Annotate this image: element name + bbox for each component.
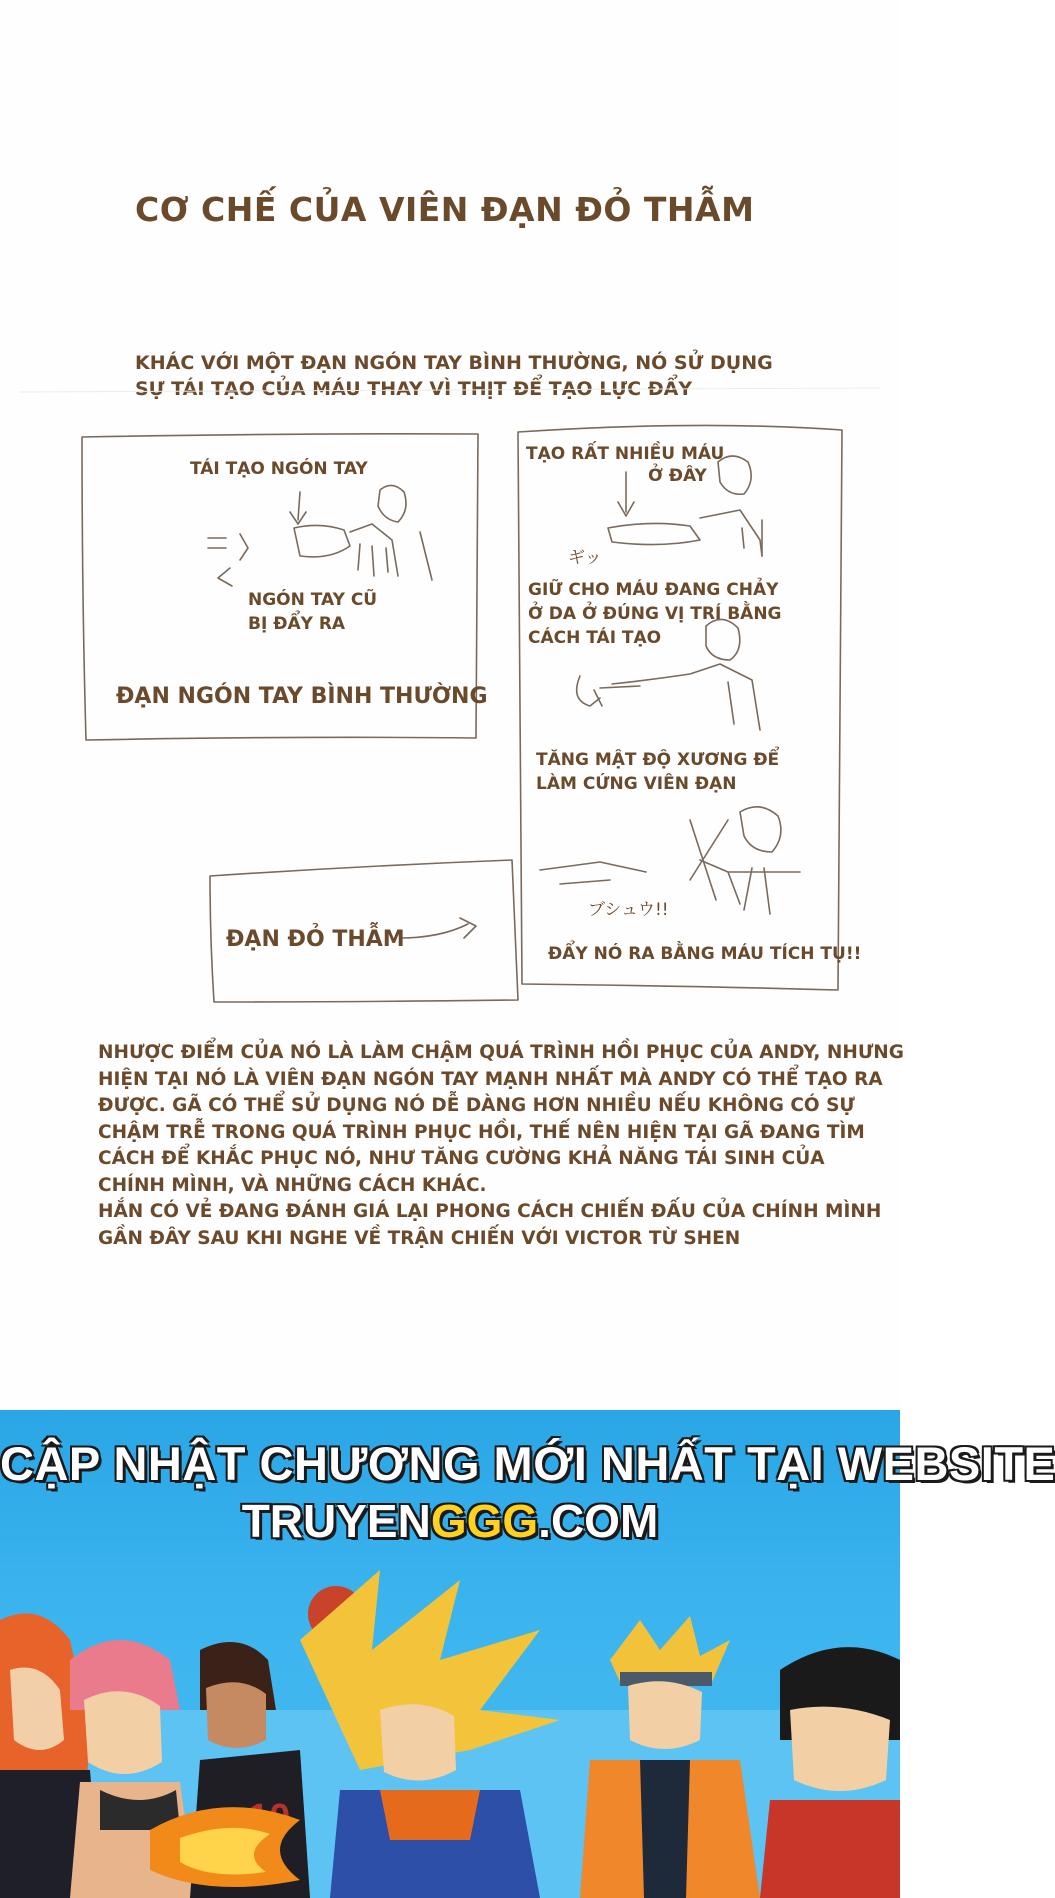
label-bone-line2: LÀM CỨNG VIÊN ĐẠN xyxy=(536,774,737,794)
label-old-finger-line1: NGÓN TAY CŨ xyxy=(248,590,378,610)
label-blood-line1: TẠO RẤT NHIỀU MÁU xyxy=(526,444,725,464)
intro-line: SỰ TÁI TẠO CỦA MÁU THAY VÌ THỊT ĐỂ TẠO LỰC ĐẨY xyxy=(135,378,693,400)
caption-red-bullet: ĐẠN ĐỎ THẪM xyxy=(226,927,405,952)
body-line: NHƯỢC ĐIỂM CỦA NÓ LÀ LÀM CHẬM QUÁ TRÌNH HỒI PHỤC CỦA ANDY, NHƯNG xyxy=(98,1042,904,1063)
intro-line: KHÁC VỚI MỘT ĐẠN NGÓN TAY BÌNH THƯỜNG, NÓ SỬ DỤNG xyxy=(135,352,773,374)
label-regenerate-finger: TÁI TẠO NGÓN TAY xyxy=(190,459,368,479)
right-panel-frame xyxy=(518,425,842,990)
site-name-part3: .COM xyxy=(538,1495,659,1547)
sfx-gi: ギッ xyxy=(568,548,602,568)
sfx-bushuu: ブシュウ!! xyxy=(588,900,669,920)
label-blood-line2: Ở ĐÂY xyxy=(648,466,707,486)
label-keep-line1: GIỮ CHO MÁU ĐANG CHẢY xyxy=(528,580,779,600)
label-bone-line1: TĂNG MẬT ĐỘ XƯƠNG ĐỂ xyxy=(536,750,780,770)
body-line: ĐƯỢC. GÃ CÓ THỂ SỬ DỤNG NÓ DỄ DÀNG HƠN NHIỀU NẾU KHÔNG CÓ SỰ xyxy=(98,1095,855,1116)
label-keep-line2: Ở DA Ở ĐÚNG VỊ TRÍ BẰNG xyxy=(528,604,782,624)
label-keep-line3: CÁCH TÁI TẠO xyxy=(528,628,662,648)
body-line: CÁCH ĐỂ KHẮC PHỤC NÓ, NHƯ TĂNG CƯỜNG KHẢ NĂNG TÁI SINH CỦA xyxy=(98,1148,825,1169)
body-line: CHẬM TRỄ TRONG QUÁ TRÌNH PHỤC HỒI, THẾ NÊN HIỆN TẠI GÃ ĐANG TÌM xyxy=(98,1121,865,1143)
caption-normal-bullet: ĐẠN NGÓN TAY BÌNH THƯỜNG xyxy=(116,684,488,709)
fire-effect xyxy=(150,1807,300,1887)
body-line: CHÍNH MÌNH, VÀ NHỮNG CÁCH KHÁC. xyxy=(98,1174,487,1196)
body-line: HIỆN TẠI NÓ LÀ VIÊN ĐẠN NGÓN TAY MẠNH NHẤT MÀ ANDY CÓ THỂ TẠO RA xyxy=(98,1068,883,1090)
body-text xyxy=(98,1040,904,1252)
label-push-out: ĐẨY NÓ RA BẰNG MÁU TÍCH TỤ!! xyxy=(548,944,862,964)
banner-headline: CẬP NHẬT CHƯƠNG MỚI NHẤT TẠI WEBSITE xyxy=(0,1437,1055,1490)
banner-website-link[interactable] xyxy=(0,1494,900,1548)
promo-banner[interactable] xyxy=(0,1410,1055,1898)
site-name-part2: GGG xyxy=(430,1495,539,1547)
body-line: HẮN CÓ VẺ ĐANG ĐÁNH GIÁ LẠI PHONG CÁCH CHIẾN ĐẤU CỦA CHÍNH MÌNH xyxy=(98,1201,882,1222)
label-old-finger-line2: BỊ ĐẨY RA xyxy=(248,614,346,634)
page-title: CƠ CHẾ CỦA VIÊN ĐẠN ĐỎ THẪM xyxy=(135,190,755,229)
site-name-part1: TRUYEN xyxy=(241,1495,431,1547)
body-line: GẦN ĐÂY SAU KHI NGHE VỀ TRẬN CHIẾN VỚI VICTOR TỪ SHEN xyxy=(98,1227,741,1249)
